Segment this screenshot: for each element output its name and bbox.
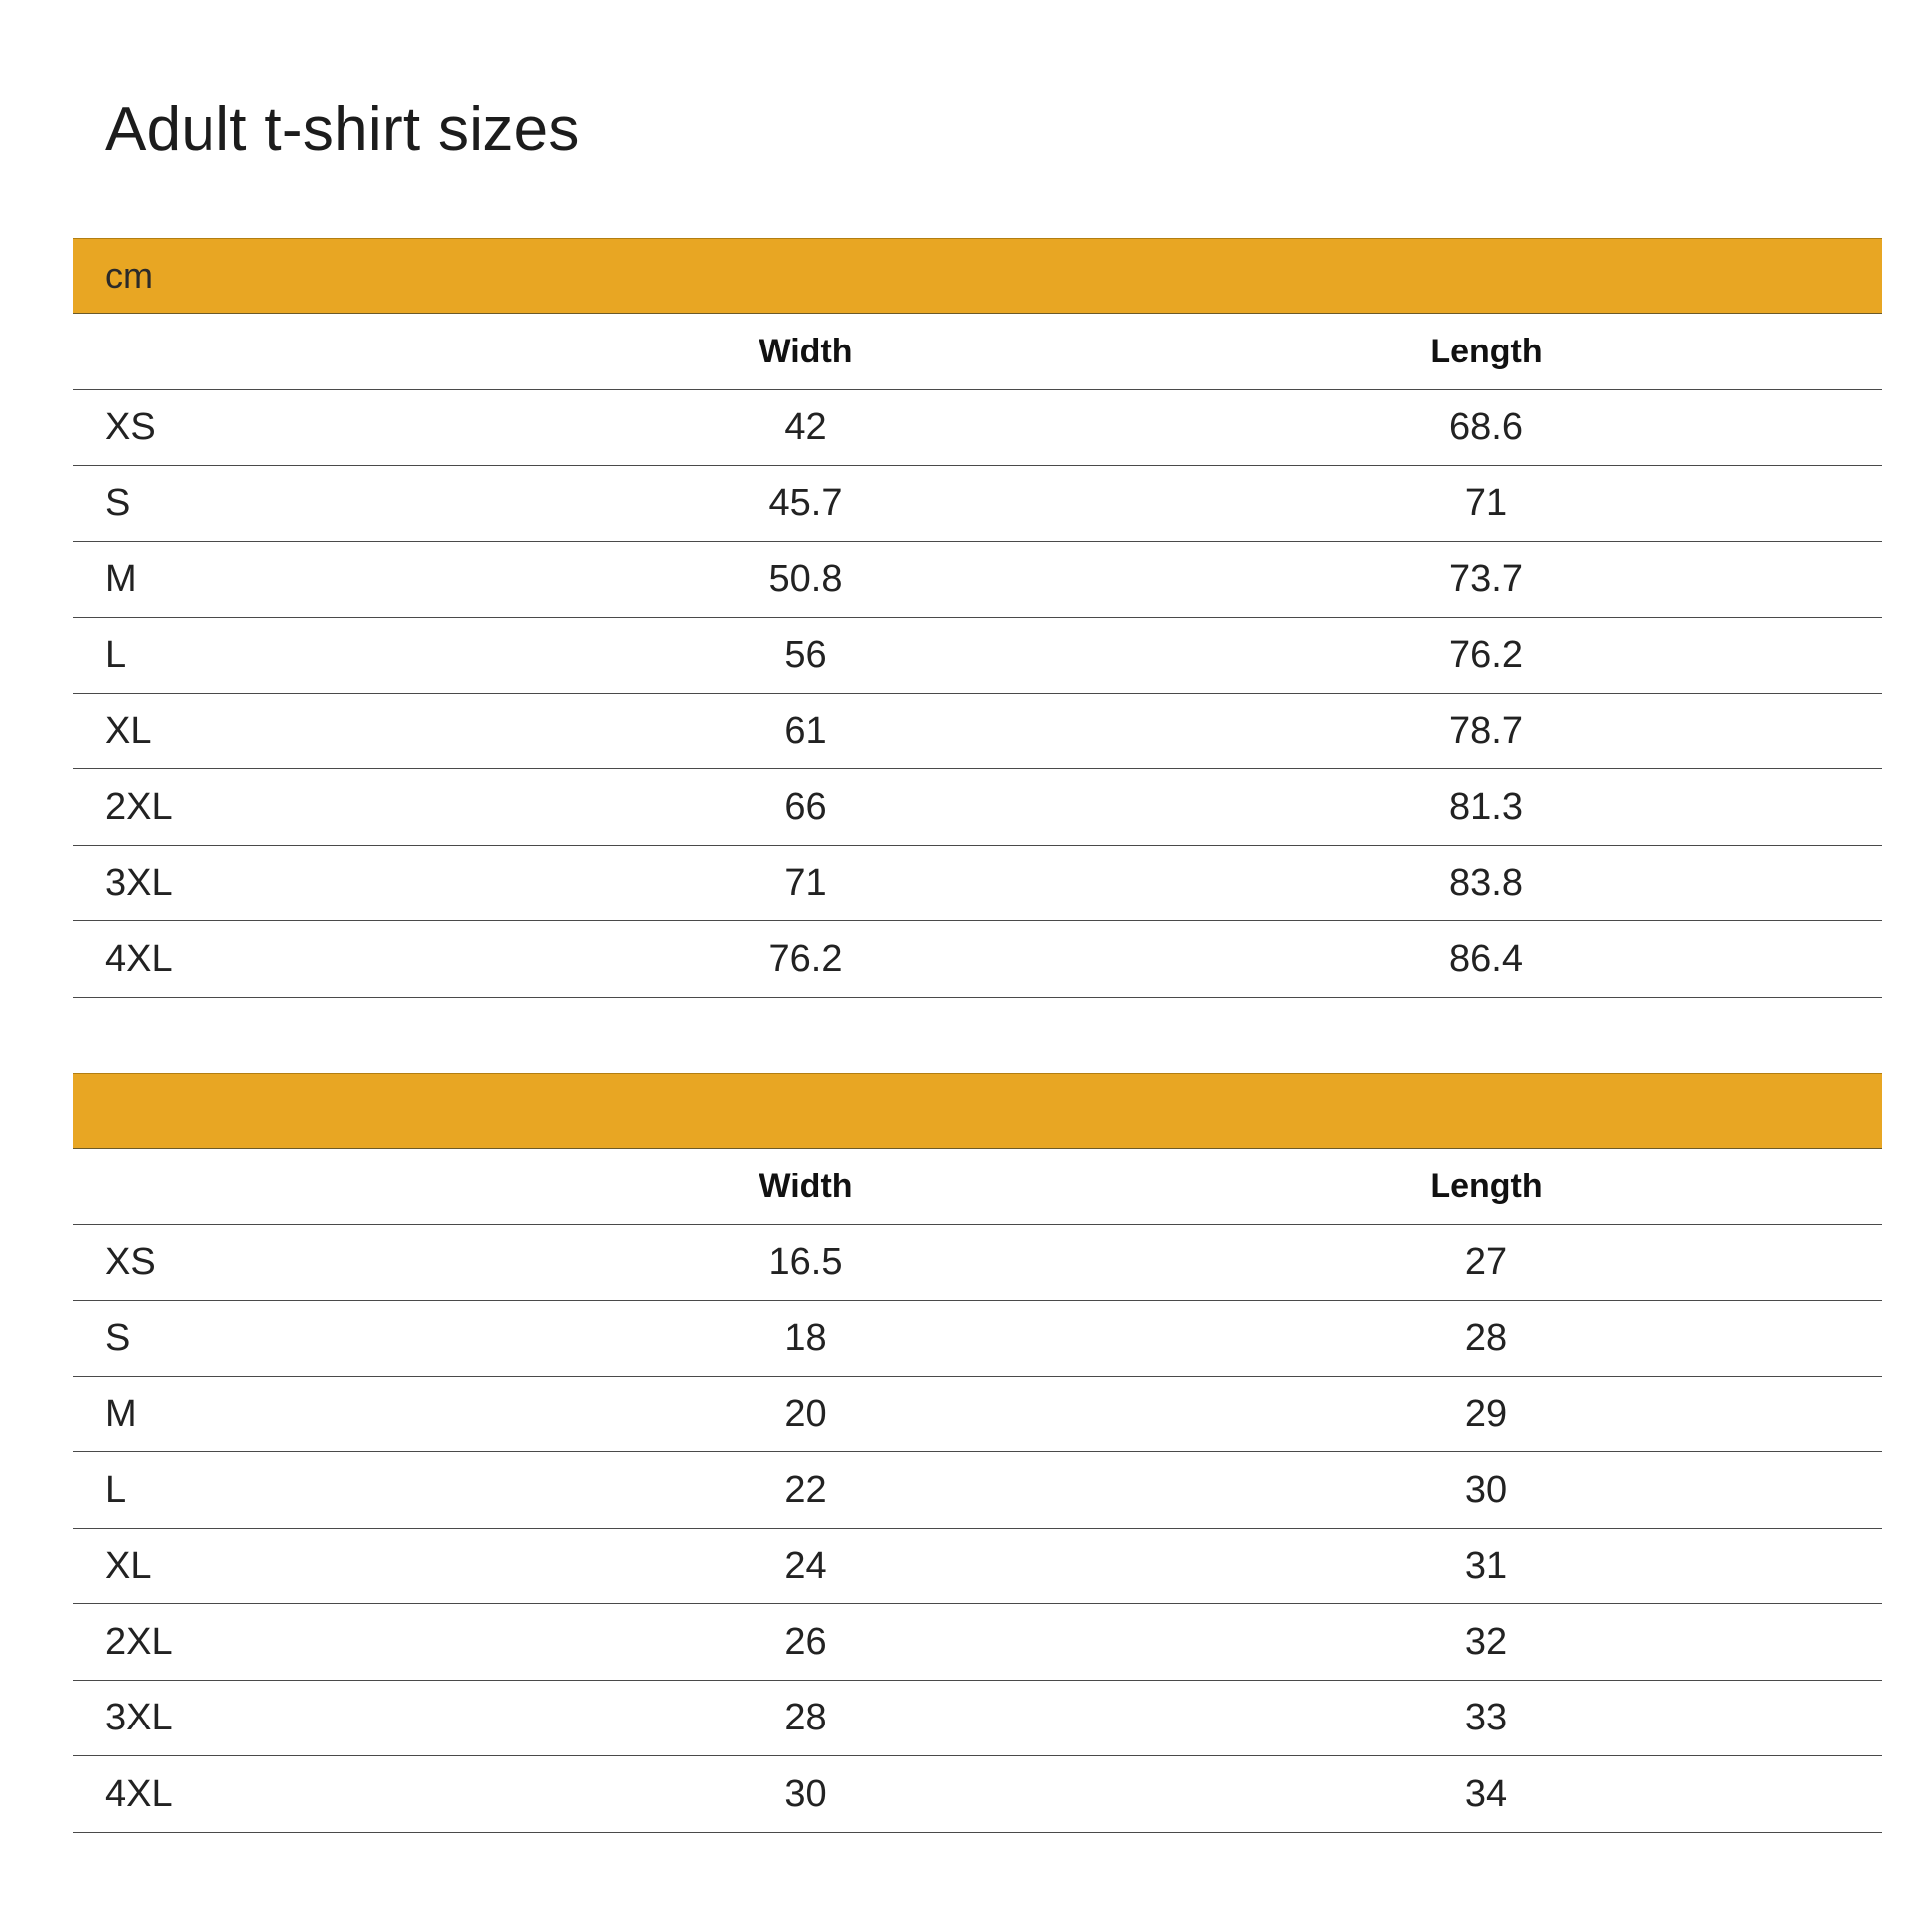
length-value: 81.3	[1449, 785, 1523, 828]
length-value: 31	[1464, 1545, 1508, 1587]
header-width: Width	[759, 332, 853, 370]
length-value: 32	[1464, 1620, 1508, 1663]
size-label: M	[105, 558, 137, 601]
length-value: 34	[1464, 1772, 1508, 1815]
table-row	[73, 1604, 1882, 1681]
length-value: 29	[1464, 1393, 1508, 1436]
table-header-row	[73, 1149, 1882, 1225]
table-row	[73, 618, 1882, 694]
table-row	[73, 466, 1882, 542]
table-row	[73, 1529, 1882, 1605]
size-label: L	[105, 633, 127, 676]
size-label: 2XL	[105, 785, 173, 828]
length-value: 86.4	[1449, 937, 1523, 980]
width-value: 50.8	[768, 558, 843, 601]
length-value: 68.6	[1449, 406, 1523, 449]
unit-label: cm	[105, 255, 153, 296]
unit-band	[73, 238, 1882, 314]
size-label: 4XL	[105, 1772, 173, 1815]
width-value: 56	[784, 633, 827, 676]
length-value: 27	[1464, 1241, 1508, 1284]
length-value: 71	[1464, 482, 1508, 524]
size-label: L	[105, 1468, 127, 1511]
width-value: 26	[784, 1620, 827, 1663]
length-value: 78.7	[1449, 710, 1523, 753]
size-label: XS	[105, 1241, 156, 1284]
width-value: 30	[784, 1772, 827, 1815]
width-value: 71	[784, 862, 827, 904]
length-value: 83.8	[1449, 862, 1523, 904]
size-label: XL	[105, 1545, 152, 1587]
size-label: 3XL	[105, 862, 173, 904]
size-label: M	[105, 1393, 137, 1436]
table-row	[73, 1301, 1882, 1377]
width-value: 61	[784, 710, 827, 753]
width-value: 28	[784, 1697, 827, 1739]
size-label: 3XL	[105, 1697, 173, 1739]
width-value: 66	[784, 785, 827, 828]
width-value: 42	[784, 406, 827, 449]
table-row	[73, 769, 1882, 846]
size-table-inches	[73, 1073, 1882, 1833]
unit-band	[73, 1073, 1882, 1149]
length-value: 73.7	[1449, 558, 1523, 601]
header-length: Length	[1430, 1167, 1543, 1205]
size-label: S	[105, 1316, 131, 1359]
size-label: S	[105, 482, 131, 524]
table-header-row	[73, 314, 1882, 390]
table-row	[73, 921, 1882, 998]
table-row	[73, 1681, 1882, 1757]
width-value: 18	[784, 1316, 827, 1359]
width-value: 20	[784, 1393, 827, 1436]
table-row	[73, 1377, 1882, 1453]
table-row	[73, 1756, 1882, 1833]
size-label: 2XL	[105, 1620, 173, 1663]
header-width: Width	[759, 1167, 853, 1205]
length-value: 76.2	[1449, 633, 1523, 676]
length-value: 28	[1464, 1316, 1508, 1359]
size-table-cm	[73, 238, 1882, 998]
width-value: 24	[784, 1545, 827, 1587]
header-length: Length	[1430, 332, 1543, 370]
length-value: 30	[1464, 1468, 1508, 1511]
page-title: Adult t-shirt sizes	[105, 95, 580, 164]
table-row	[73, 542, 1882, 619]
size-label: XL	[105, 710, 152, 753]
width-value: 45.7	[768, 482, 843, 524]
table-row	[73, 390, 1882, 467]
length-value: 33	[1464, 1697, 1508, 1739]
table-row	[73, 1452, 1882, 1529]
table-row	[73, 1225, 1882, 1302]
width-value: 76.2	[768, 937, 843, 980]
table-row	[73, 846, 1882, 922]
size-label: XS	[105, 406, 156, 449]
width-value: 22	[784, 1468, 827, 1511]
size-label: 4XL	[105, 937, 173, 980]
width-value: 16.5	[768, 1241, 843, 1284]
table-row	[73, 694, 1882, 770]
